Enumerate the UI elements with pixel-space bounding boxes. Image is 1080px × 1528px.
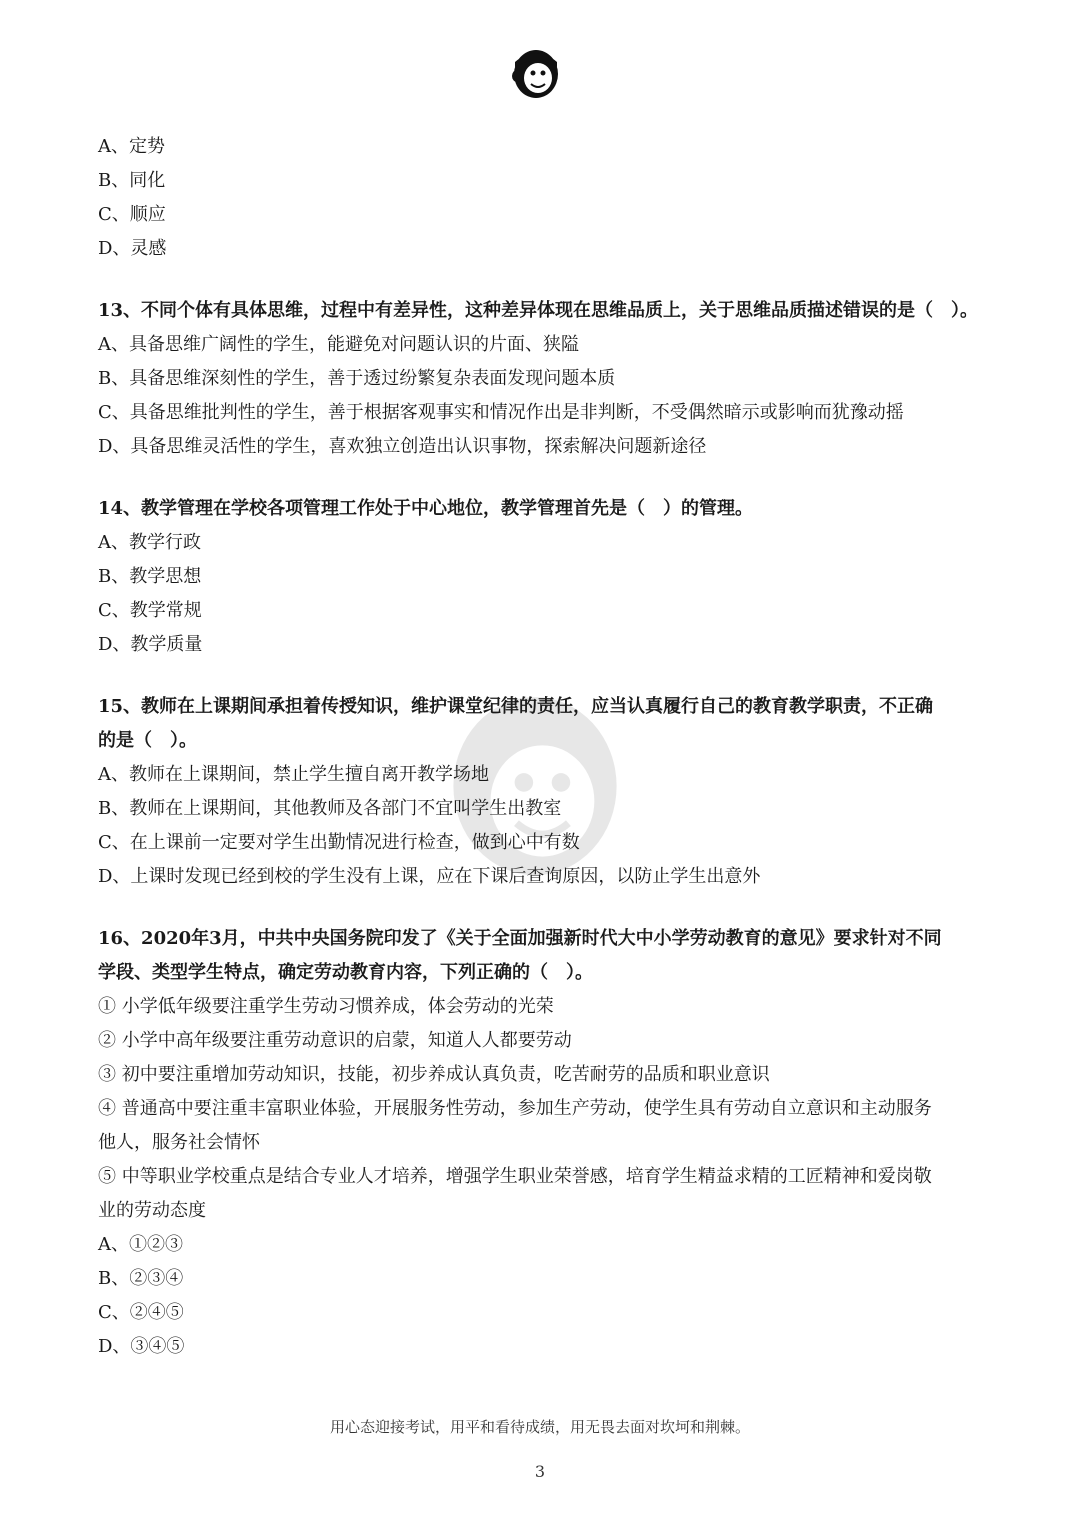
monkey-mascot-icon [505,40,567,102]
page-number: 3 [534,1462,546,1481]
q14-option-d: D、教学质量 [98,634,203,655]
q16-item-1: ① 小学低年级要注重学生劳动习惯养成，体会劳动的光荣 [98,996,554,1017]
question-16-stem-line1: 16、2020年3月，中共中央国务院印发了《关于全面加强新时代大中小学劳动教育的意见》要求针对不同 [98,928,942,949]
q15-option-d: D、上课时发现已经到校的学生没有上课，应在下课后查询原因，以防止学生出意外 [98,866,761,887]
q12-option-b: B、同化 [98,170,166,191]
q14-option-a: A、教学行政 [98,532,201,553]
q16-item-2: ② 小学中高年级要注重劳动意识的启蒙，知道人人都要劳动 [98,1030,572,1051]
question-16 [98,922,988,1364]
q16-item-3: ③ 初中要注重增加劳动知识，技能，初步养成认真负责，吃苦耐劳的品质和职业意识 [98,1064,770,1085]
question-15-stem-line1: 15、教师在上课期间承担着传授知识，维护课堂纪律的责任，应当认真履行自己的教育教学职责，不正确 [98,696,934,717]
q16-option-b: B、②③④ [98,1268,184,1289]
q12-option-d: D、灵感 [98,238,167,259]
q12-option-a: A、定势 [98,136,165,157]
q16-item-5-line2: 业的劳动态度 [98,1200,206,1221]
question-15-stem-line2: 的是（ ）。 [98,730,197,751]
q16-option-d: D、③④⑤ [98,1336,185,1357]
q16-option-a: A、①②③ [98,1234,183,1255]
q12-options [98,130,988,266]
q15-option-a: A、教师在上课期间，禁止学生擅自离开教学场地 [98,764,489,785]
q13-option-b: B、具备思维深刻性的学生，善于透过纷繁复杂表面发现问题本质 [98,368,616,389]
question-13 [98,294,988,464]
question-15 [98,690,988,894]
q16-item-4-line1: ④ 普通高中要注重丰富职业体验，开展服务性劳动，参加生产劳动，使学生具有劳动自立意识和主动服务 [98,1098,932,1119]
footer-motto: 用心态迎接考试，用平和看待成绩，用无畏去面对坎坷和荆棘。 [329,1418,750,1436]
q14-option-c: C、教学常规 [98,600,202,621]
q12-option-c: C、顺应 [98,204,166,225]
q14-option-b: B、教学思想 [98,566,202,587]
q16-option-c: C、②④⑤ [98,1302,184,1323]
q13-option-c: C、具备思维批判性的学生，善于根据客观事实和情况作出是非判断，不受偶然暗示或影响而犹豫动摇 [98,402,904,423]
question-16-stem-line2: 学段、类型学生特点，确定劳动教育内容，下列正确的（ ）。 [98,962,593,983]
question-14 [98,492,988,662]
q13-option-a: A、具备思维广阔性的学生，能避免对问题认识的片面、狭隘 [98,334,579,355]
q16-item-4-line2: 他人，服务社会情怀 [98,1132,260,1153]
question-13-stem: 13、不同个体有具体思维，过程中有差异性，这种差异体现在思维品质上，关于思维品质描述错误的是（ ）。 [98,300,979,321]
q15-option-c: C、在上课前一定要对学生出勤情况进行检查，做到心中有数 [98,832,580,853]
q16-item-5-line1: ⑤ 中等职业学校重点是结合专业人才培养，增强学生职业荣誉感，培育学生精益求精的工匠精神和爱岗敬 [98,1166,932,1187]
question-14-stem: 14、教学管理在学校各项管理工作处于中心地位，教学管理首先是（ ）的管理。 [98,498,754,519]
q15-option-b: B、教师在上课期间，其他教师及各部门不宜叫学生出教室 [98,798,562,819]
exam-content [98,130,988,1364]
q13-option-d: D、具备思维灵活性的学生，喜欢独立创造出认识事物，探索解决问题新途径 [98,436,707,457]
